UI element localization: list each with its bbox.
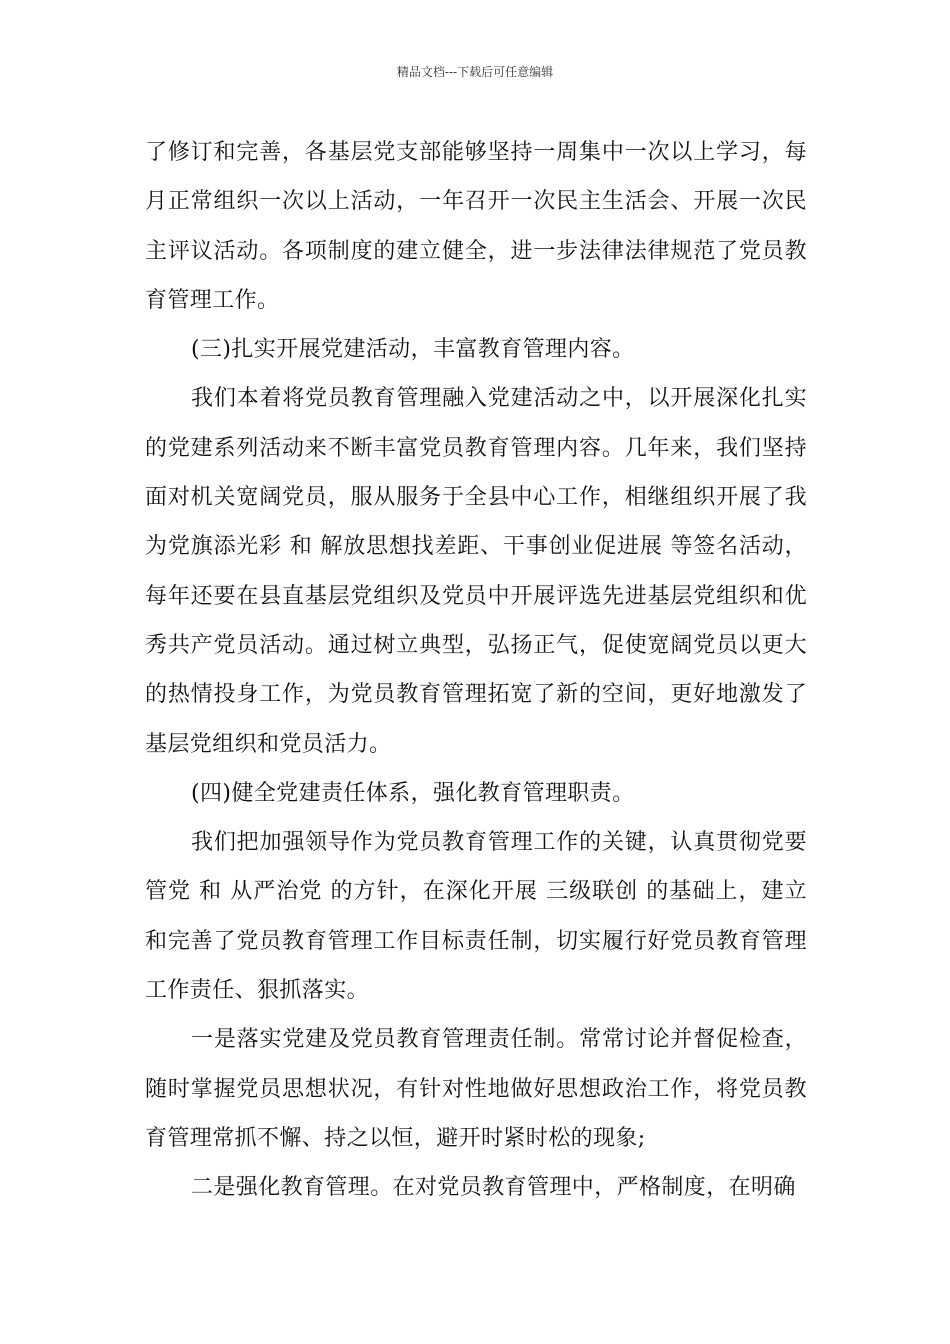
paragraph-continuation: 了修订和完善，各基层党支部能够坚持一周集中一次以上学习，每月正常组织一次以上活动，一年召开一次民主生活会、开展一次民主评议活动。各项制度的建立健全，进一步法律法律规范了党员教育管理工作。: [145, 140, 807, 313]
page-header: 精品文档---下载后可任意编辑: [396, 65, 554, 79]
section-heading-3: (三)扎实开展党建活动，丰富教育管理内容。: [191, 337, 635, 363]
section-heading-4: (四)健全党建责任体系，强化教育管理职责。: [191, 780, 635, 806]
document-body: [145, 128, 807, 1213]
paragraph: 二是强化教育管理。在对党员教育管理中，严格制度，在明确: [191, 1175, 796, 1201]
paragraph: 我们本着将党员教育管理融入党建活动之中，以开展深化扎实的党建系列活动来不断丰富党员教育管理内容。几年来，我们坚持面对机关宽阔党员，服从服务于全县中心工作，相继组织开展了我为党旗添光彩 和 解放思想找差距、干事创业促进展 等签名活动，每年还要在县直基层党组织及党员中开展评选先进基层党组织和优秀共产党员活动。通过树立典型，弘扬正气，促使宽阔党员以更大的热情投身工作，为党员教育管理拓宽了新的空间，更好地激发了基层党组织和党员活力。: [145, 386, 807, 757]
paragraph: 我们把加强领导作为党员教育管理工作的关键，认真贯彻党要管党 和 从严治党 的方针，在深化开展 三级联创 的基础上，建立和完善了党员教育管理工作目标责任制，切实履行好党员教育管理工作责任、狠抓落实。: [145, 830, 807, 1004]
paragraph: 一是落实党建及党员教育管理责任制。常常讨论并督促检查，随时掌握党员思想状况，有针对性地做好思想政治工作，将党员教育管理常抓不懈、持之以恒，避开时紧时松的现象;: [145, 1027, 807, 1151]
